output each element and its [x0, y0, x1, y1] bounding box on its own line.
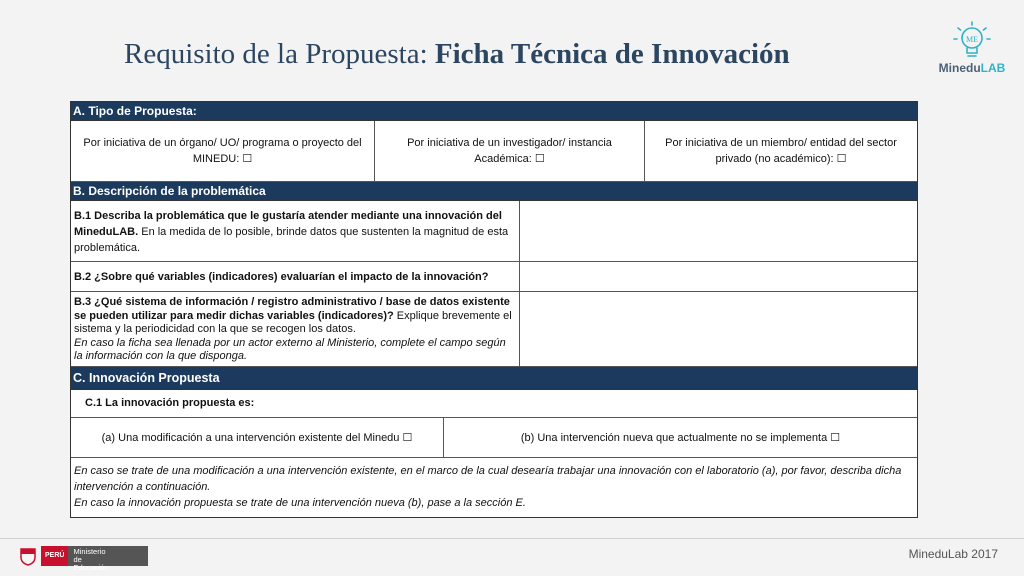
b3-question: B.3 ¿Qué sistema de información / registro administrativo / base de datos existente se pueden utilizar para medir dichas variables (indicadores)? Explique brevemente el sistema y la periodicidad con la que se recogen los datos. En caso la ficha sea llenada por un actor externo al Ministerio, complete el campo según la información con la que disponga. [71, 292, 520, 366]
c1-options-row [71, 418, 917, 458]
footer-divider [0, 538, 1024, 539]
minedulab-logo [936, 20, 1008, 78]
b2-answer-field[interactable] [520, 262, 917, 291]
section-a-header: A. Tipo de Propuesta: [71, 102, 917, 121]
b2-question: B.2 ¿Sobre qué variables (indicadores) evaluarían el impacto de la innovación? [71, 262, 520, 291]
logo-text: MineduLAB [938, 61, 1006, 75]
footer-brand: MineduLab 2017 [908, 547, 998, 561]
country-label: PERÚ [41, 546, 68, 566]
section-c-header: C. Innovación Propuesta [71, 367, 917, 390]
b1-question: B.1 Describa la problemática que le gustaría atender mediante una innovación del MineduLAB. En la medida de lo posible, brinde datos que sustenten la magnitud de esta problemática. [71, 201, 520, 261]
option-modification[interactable]: (a) Una modificación a una intervención existente del Minedu ☐ [71, 418, 444, 457]
proposal-type-row [71, 121, 917, 182]
b1-answer-field[interactable] [520, 201, 917, 261]
option-academic[interactable]: Por iniciativa de un investigador/ instancia Académica: ☐ [375, 121, 645, 181]
option-new-intervention[interactable]: (b) Una intervención nueva que actualmente no se implementa ☐ [520, 431, 841, 444]
title-main: Ficha Técnica de Innovación [434, 38, 790, 70]
coat-of-arms-icon [18, 546, 38, 566]
innovation-form [70, 101, 918, 518]
option-private[interactable]: Por iniciativa de un miembro/ entidad del sector privado (no académico): ☐ [665, 137, 897, 165]
ministry-name: Ministerio de Educación [68, 546, 148, 566]
c-instructions [71, 458, 917, 517]
c-note-2: En caso la innovación propuesta se trate de una intervención nueva (b), pase a la sección E. [74, 497, 526, 509]
option-minedu[interactable]: Por iniciativa de un órgano/ UO/ programa o proyecto del MINEDU: ☐ [71, 121, 375, 181]
ministry-logo [18, 545, 148, 572]
lightbulb-icon [936, 20, 1008, 62]
c-note-1: En caso se trate de una modificación a una intervención existente, en el marco de la cual desearía trabajar una innovación con el laboratorio (a), por favor, describa dicha intervención a continuación. [74, 465, 902, 493]
b2-row [71, 262, 917, 292]
b1-row [71, 201, 917, 262]
b3-answer-field[interactable] [520, 292, 917, 366]
page-title [124, 38, 790, 71]
logo-mark: ME [966, 35, 978, 44]
title-prefix: Requisito de la Propuesta: [124, 38, 428, 70]
c1-label: C.1 La innovación propuesta es: [71, 390, 917, 418]
section-b-header: B. Descripción de la problemática [71, 182, 917, 201]
b3-row [71, 292, 917, 367]
